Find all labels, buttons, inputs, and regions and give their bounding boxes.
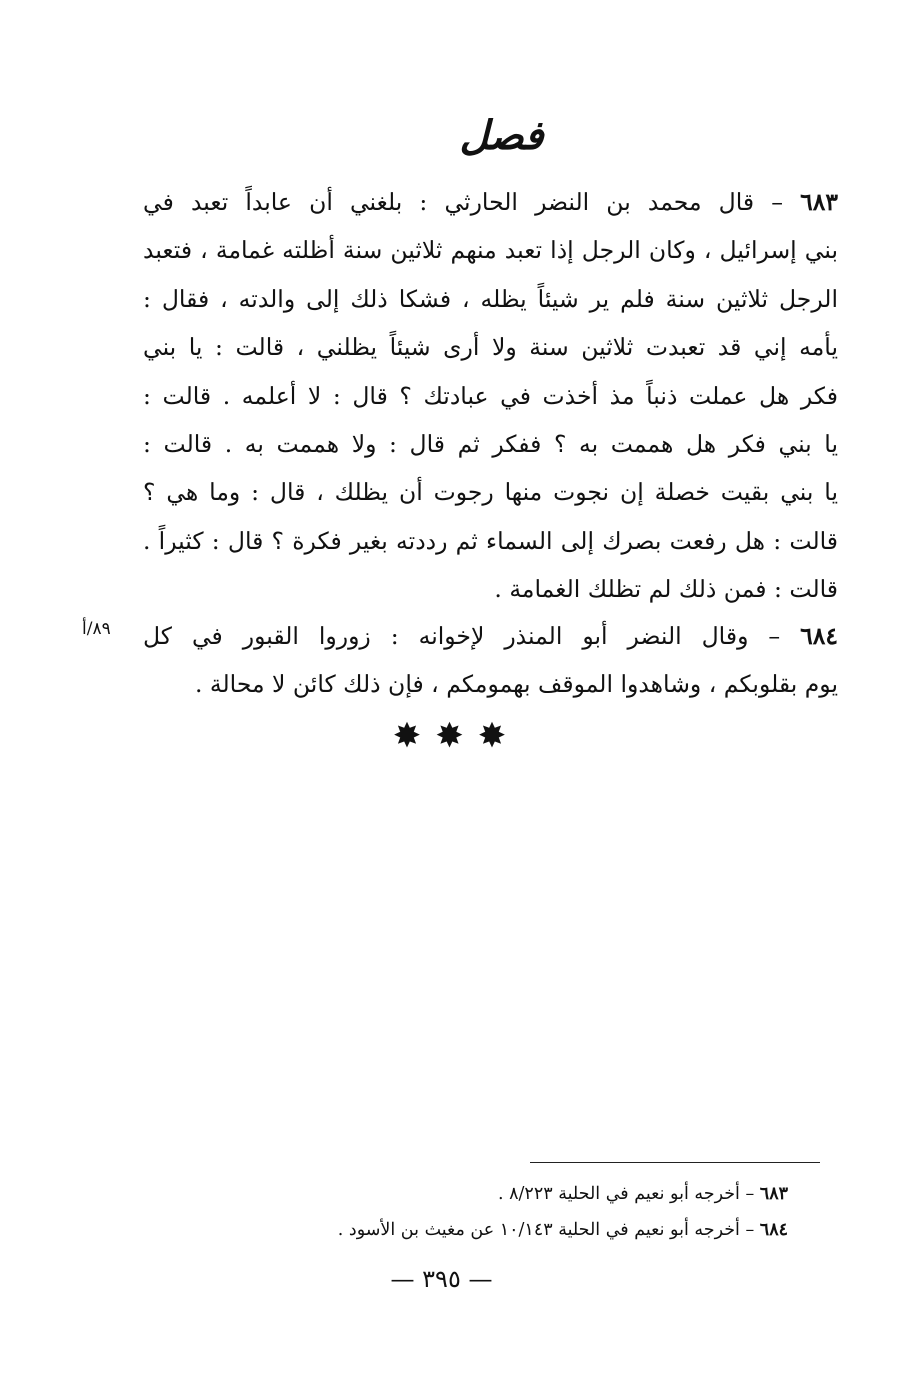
text-line: فكر هل عملت ذنباً مذ أخذت في عبادتك ؟ قال : لا أعلمه . قالت : [143,381,838,410]
footnote-684: ٦٨٤ – أخرجه أبو نعيم في الحلية ١٠/١٤٣ عن مغيث بن الأسود . [337,1220,788,1240]
text-line: قالت : هل رفعت بصرك إلى السماء ثم رددته بغير فكرة ؟ قال : كثيراً . [143,526,838,555]
text-line: يا بني بقيت خصلة إن نجوت منها رجوت أن يظلك ، قال : وما هي ؟ [143,478,838,507]
text-line: يوم بقلوبكم ، وشاهدوا الموقف بهمومكم ، فإن ذلك كائن لا محالة . [194,670,838,699]
manuscript-folio-note: ٨٩/أ [82,619,111,639]
paragraph-684 [143,612,838,709]
text-line: الرجل ثلاثين سنة فلم ير شيئاً يظله ، فشكا ذلك إلى والدته ، فقال : [143,284,838,313]
section-separator: ✸✸✸ [392,716,521,756]
item-number: ٦٨٤ [800,622,838,650]
text-line: ٦٨٤ – وقال النضر أبو المنذر لإخوانه : زوروا القبور في كل [143,622,838,650]
text-line: يا بني فكر هل هممت به ؟ ففكر ثم قال : ولا هممت به . قالت : [143,430,838,459]
section-heading: فصل [459,112,544,159]
text-line: قالت : فمن ذلك لم تظلك الغمامة . [494,575,838,604]
footnotes [338,1176,788,1248]
paragraph-683 [143,178,838,614]
page-number: — ٣٩٥ — [390,1265,493,1293]
item-number: ٦٨٣ [800,188,838,216]
footnote-rule [530,1162,820,1163]
text-line: يأمه إني قد تعبدت ثلاثين سنة ولا أرى شيئاً يظلني ، قالت : يا بني [143,333,838,362]
text-line: ٦٨٣ – قال محمد بن النضر الحارثي : بلغني أن عابداً تعبد في [143,188,838,216]
footnote-683: ٦٨٣ – أخرجه أبو نعيم في الحلية ٨/٢٢٣ . [498,1184,788,1204]
text-line: بني إسرائيل ، وكان الرجل إذا تعبد منهم ثلاثين سنة أظلته غمامة ، فتعبد [143,236,838,265]
